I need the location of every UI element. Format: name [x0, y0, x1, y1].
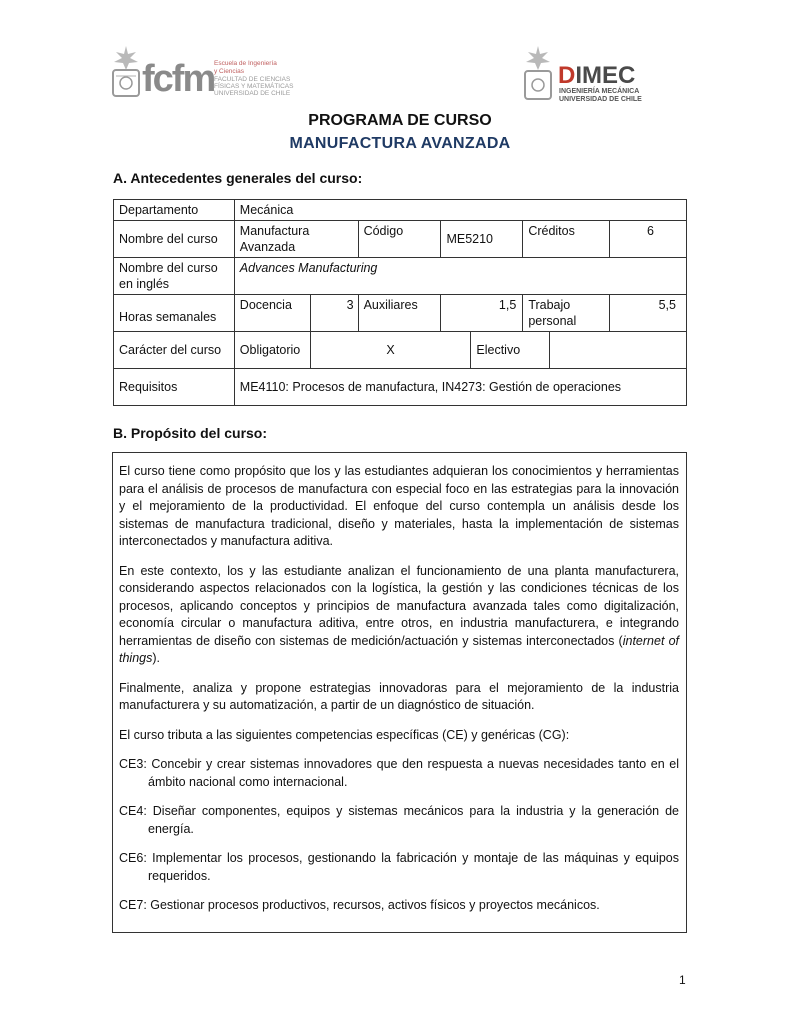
horas-label: Horas semanales — [114, 295, 235, 332]
dimec-logo — [522, 44, 657, 106]
fcfm-line2: y Ciencias — [214, 68, 244, 75]
dimec-d: D — [558, 62, 576, 89]
table-row — [114, 332, 687, 369]
fcfm-line3: FACULTAD DE CIENCIAS — [214, 76, 291, 83]
document-title: PROGRAMA DE CURSO — [308, 112, 492, 129]
trabajo-value: 5,5 — [610, 295, 687, 332]
nombre-label: Nombre del curso — [114, 221, 235, 258]
docencia-label: Docencia — [234, 295, 310, 332]
fcfm-wordmark: fcfm — [142, 58, 215, 100]
auxiliares-value: 1,5 — [441, 295, 523, 332]
table-row — [114, 369, 687, 406]
nombre-ingles-value: Advances Manufacturing — [234, 258, 686, 295]
electivo-value — [550, 332, 687, 369]
departamento-label: Departamento — [114, 200, 235, 221]
caracter-label: Carácter del curso — [114, 332, 235, 369]
electivo-label: Electivo — [471, 332, 550, 369]
university-seal-icon — [522, 46, 554, 104]
creditos-value: 6 — [610, 221, 687, 258]
section-b-heading: B. Propósito del curso: — [113, 425, 268, 441]
requisitos-label: Requisitos — [114, 369, 235, 406]
table-row — [114, 200, 687, 221]
competencia-item: CE3: Concebir y crear sistemas innovadores que den respuesta a nuevas necesidades tanto en el ámbito nacional como internacional. — [119, 757, 679, 789]
fcfm-logo — [110, 44, 294, 106]
departamento-value: Mecánica — [234, 200, 686, 221]
competencia-item: CE6: Implementar los procesos, gestionando la fabricación y montaje de las máquinas y equipos requeridos. — [119, 851, 679, 883]
fcfm-line5: UNIVERSIDAD DE CHILE — [214, 90, 291, 97]
nombre-value: Manufactura Avanzada — [234, 221, 358, 258]
page-number: 1 — [679, 973, 686, 987]
auxiliares-label: Auxiliares — [358, 295, 441, 332]
docencia-value: 3 — [310, 295, 358, 332]
paragraph-part: En este contexto, los y las estudiante analizan el funcionamiento de una planta manufacturera, considerando aspectos relacionados con la logística, la gestión y las condiciones técnicas de los procesos, aplicando conceptos y principios de manufactura avanzada tales como digitalización, economía circular o manufactura aditiva, entre otros, en industria manufacturera, e integrando herramientas de diseño con sistemas de medición/actuación y sistemas interconectados ( — [119, 563, 679, 648]
table-row — [114, 258, 687, 295]
fcfm-line4: FÍSICAS Y MATEMÁTICAS — [214, 83, 294, 90]
obligatorio-label: Obligatorio — [234, 332, 310, 369]
purpose-box — [112, 452, 687, 933]
table-row — [114, 221, 687, 258]
university-seal-icon — [110, 46, 142, 102]
paragraph: El curso tributa a las siguientes competencias específicas (CE) y genéricas (CG): — [119, 727, 570, 742]
section-a-heading: A. Antecedentes generales del curso: — [113, 170, 363, 186]
fcfm-line1: Escuela de Ingeniería — [214, 60, 277, 67]
purpose-text — [119, 463, 679, 927]
dimec-rest: IMEC — [575, 62, 636, 89]
obligatorio-value: X — [310, 332, 471, 369]
table-row — [114, 295, 687, 332]
paragraph: El curso tiene como propósito que los y las estudiantes adquieran los conocimientos y herramientas para el análisis de procesos de manufactura con especial foco en las estrategias para la innovación y el mejoramiento de la productividad. El enfoque del curso contempla un análisis desde los sistemas de manufactura tradicional, diseño y materiales, hasta la implementación de sistemas interconectados y manufactura aditiva. — [119, 464, 679, 548]
requisitos-value: ME4110: Procesos de manufactura, IN4273: Gestión de operaciones — [234, 369, 686, 406]
paragraph: Finalmente, analiza y propone estrategias innovadoras para el mejoramiento de la industria manufacturera y su automatización, a partir de un diagnóstico de situación. — [119, 680, 679, 712]
course-info-table — [113, 199, 687, 406]
trabajo-label: Trabajo personal — [523, 295, 610, 332]
paragraph-part: ). — [152, 651, 160, 665]
course-title: MANUFACTURA AVANZADA — [289, 135, 511, 152]
creditos-label: Créditos — [523, 221, 610, 258]
paragraph — [119, 563, 679, 668]
competencia-item: CE4: Diseñar componentes, equipos y sistemas mecánicos para la industria y la generación de energía. — [119, 804, 679, 836]
codigo-value: ME5210 — [441, 221, 523, 258]
competencia-item: CE7: Gestionar procesos productivos, recursos, activos físicos y proyectos mecánicos. — [119, 898, 600, 912]
paragraph-italic: internet of things — [119, 633, 680, 665]
nombre-ingles-label: Nombre del curso en inglés — [114, 258, 235, 295]
dimec-line1: INGENIERÍA MECÁNICA — [559, 88, 640, 95]
codigo-label: Código — [358, 221, 441, 258]
dimec-wordmark — [558, 62, 635, 90]
dimec-line2: UNIVERSIDAD DE CHILE — [559, 96, 642, 103]
